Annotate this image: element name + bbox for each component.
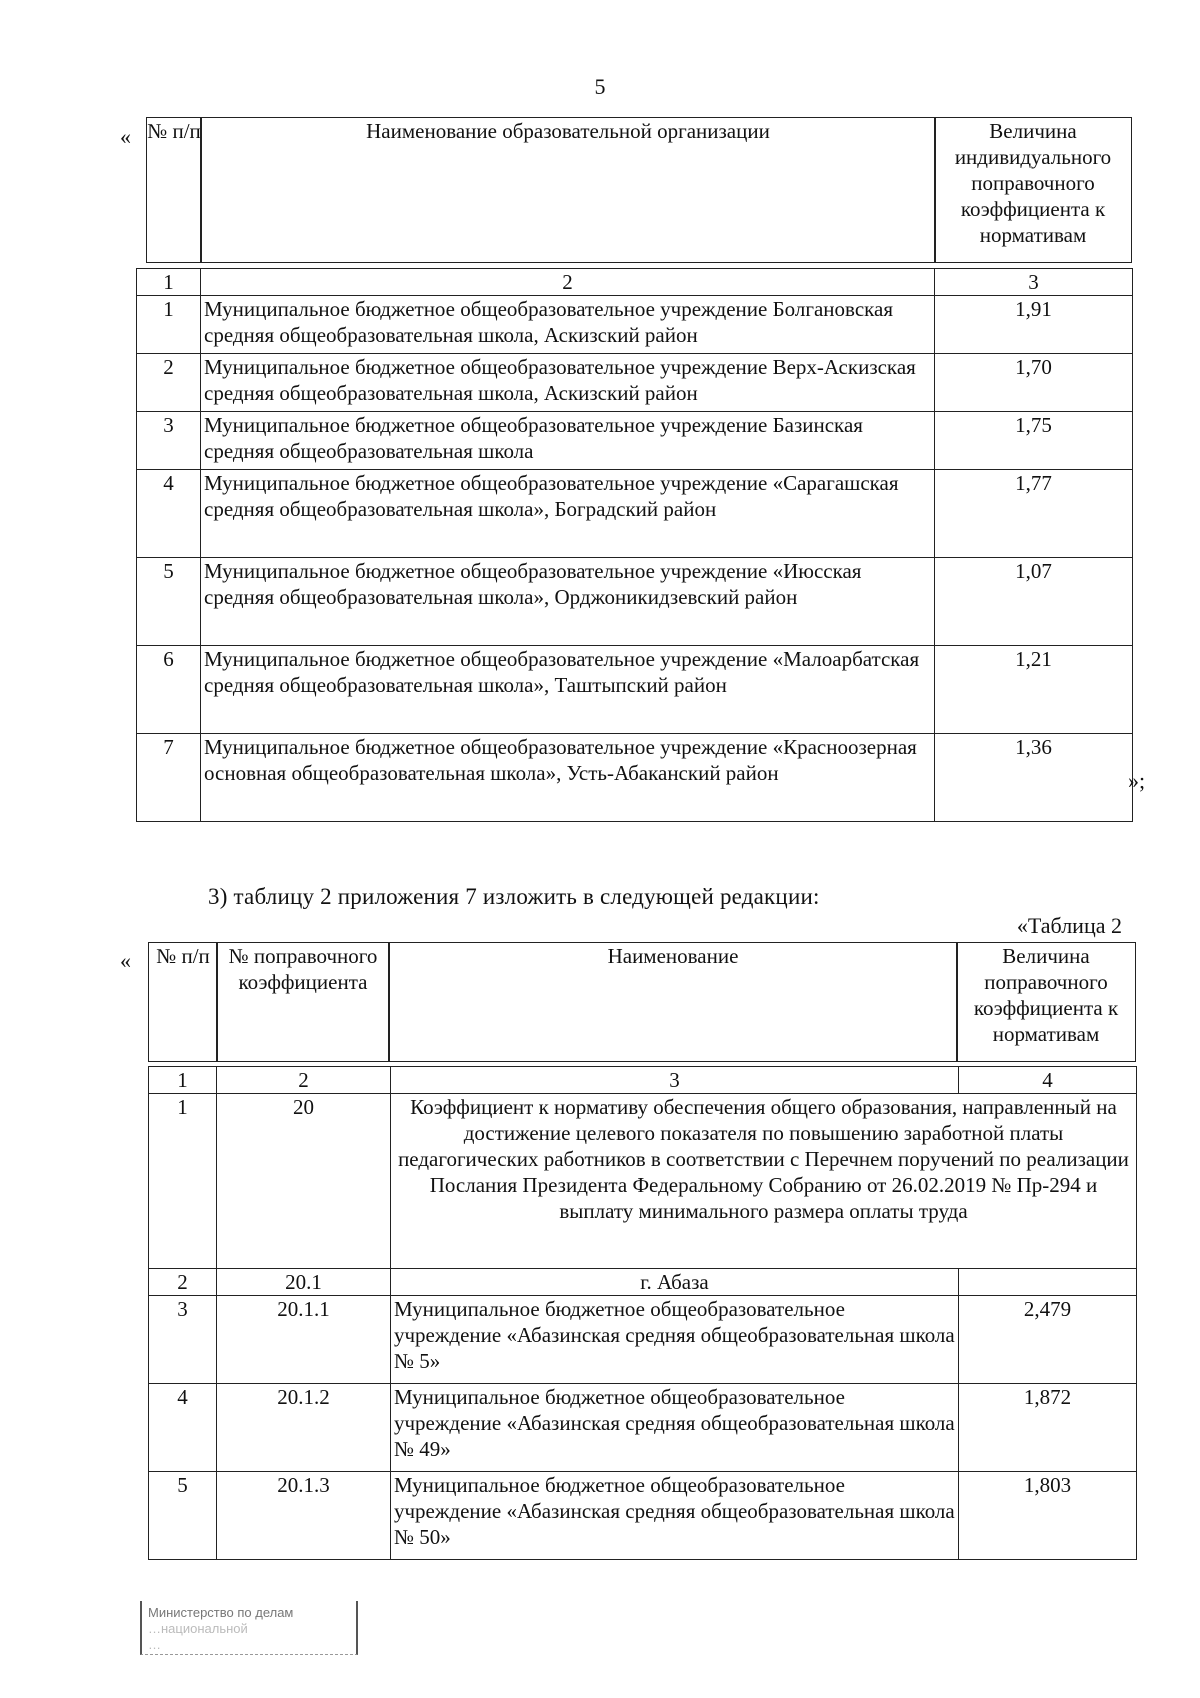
table-row: 2 20.1 г. Абаза	[149, 1269, 1137, 1296]
table-row: 4 20.1.2 Муниципальное бюджетное общеобразовательное учреждение «Абазинская средняя общеобразовательная школа № 49» 1,872	[149, 1384, 1137, 1472]
table2-header-name: Наименование	[388, 942, 958, 1062]
table1-column-numbers: 1 2 3	[137, 269, 1133, 296]
opening-quote-mark: «	[120, 124, 131, 149]
table2-header	[148, 942, 1136, 1062]
table2	[148, 1066, 1137, 1560]
amendment-instruction: 3) таблицу 2 приложения 7 изложить в следующей редакции:	[208, 884, 820, 909]
table-row: 3 Муниципальное бюджетное общеобразовательное учреждение Базинская средняя общеобразовательная школа 1,75	[137, 412, 1133, 470]
page-number: 5	[594, 74, 606, 99]
table-row: 1 Муниципальное бюджетное общеобразовательное учреждение Болгановская средняя общеобразовательная школа, Аскизский район 1,91	[137, 296, 1133, 354]
table2-header-code: № поправочного коэффициента	[216, 942, 390, 1062]
table1-header-name: Наименование образовательной организации	[200, 117, 936, 263]
table-row: 5 Муниципальное бюджетное общеобразовательное учреждение «Июсская средняя общеобразовательная школа», Орджоникидзевский район 1,07	[137, 558, 1133, 646]
table1	[136, 268, 1133, 822]
table-row: 6 Муниципальное бюджетное общеобразовательное учреждение «Малоарбатская средняя общеобразовательная школа», Таштыпский район 1,21	[137, 646, 1133, 734]
table-row: 7 Муниципальное бюджетное общеобразовательное учреждение «Красноозерная основная общеобразовательная школа», Усть-Абаканский район 1,36	[137, 734, 1133, 822]
table-row: 2 Муниципальное бюджетное общеобразовательное учреждение Верх-Аскизская средняя общеобразовательная школа, Аскизский район 1,70	[137, 354, 1133, 412]
registration-stamp: Министерство по делам …национальной …	[140, 1601, 358, 1655]
table2-header-value: Величина поправочного коэффициента к нормативам	[956, 942, 1136, 1062]
opening-quote-mark-table2: «	[120, 948, 131, 973]
table-row: 4 Муниципальное бюджетное общеобразовательное учреждение «Сарагашская средняя общеобразовательная школа», Боградский район 1,77	[137, 470, 1133, 558]
table-row: 3 20.1.1 Муниципальное бюджетное общеобразовательное учреждение «Абазинская средняя общеобразовательная школа № 5» 2,479	[149, 1296, 1137, 1384]
table2-caption: «Таблица 2	[1016, 913, 1122, 938]
table-row: 5 20.1.3 Муниципальное бюджетное общеобразовательное учреждение «Абазинская средняя общеобразовательная школа № 50» 1,803	[149, 1472, 1137, 1560]
table1-header	[146, 117, 1132, 263]
coefficient-description: Коэффициент к нормативу обеспечения общего образования, направленный на достижение целевого показателя по повышению заработной платы педагогических работников в соответствии с Перечнем поручений по реализации Послания Президента Федеральному Собранию от 26.02.2019 № Пр-294 и выплату минимального размера оплаты труда	[391, 1094, 1137, 1269]
closing-quote-mark: »;	[1128, 768, 1146, 793]
table1-header-number: № п/п	[146, 117, 202, 263]
table1-header-value: Величина индивидуального поправочного коэффициента к нормативам	[934, 117, 1132, 263]
table2-column-numbers: 1 2 3 4	[149, 1067, 1137, 1094]
table-row: 1 20 Коэффициент к нормативу обеспечения общего образования, направленный на достижение целевого показателя по повышению заработной платы педагогических работников в соответствии с Перечнем поручений по реализации Послания Президента Федеральному Собранию от 26.02.2019 № Пр-294 и выплату минимального размера оплаты труда	[149, 1094, 1137, 1269]
table2-header-number: № п/п	[148, 942, 218, 1062]
